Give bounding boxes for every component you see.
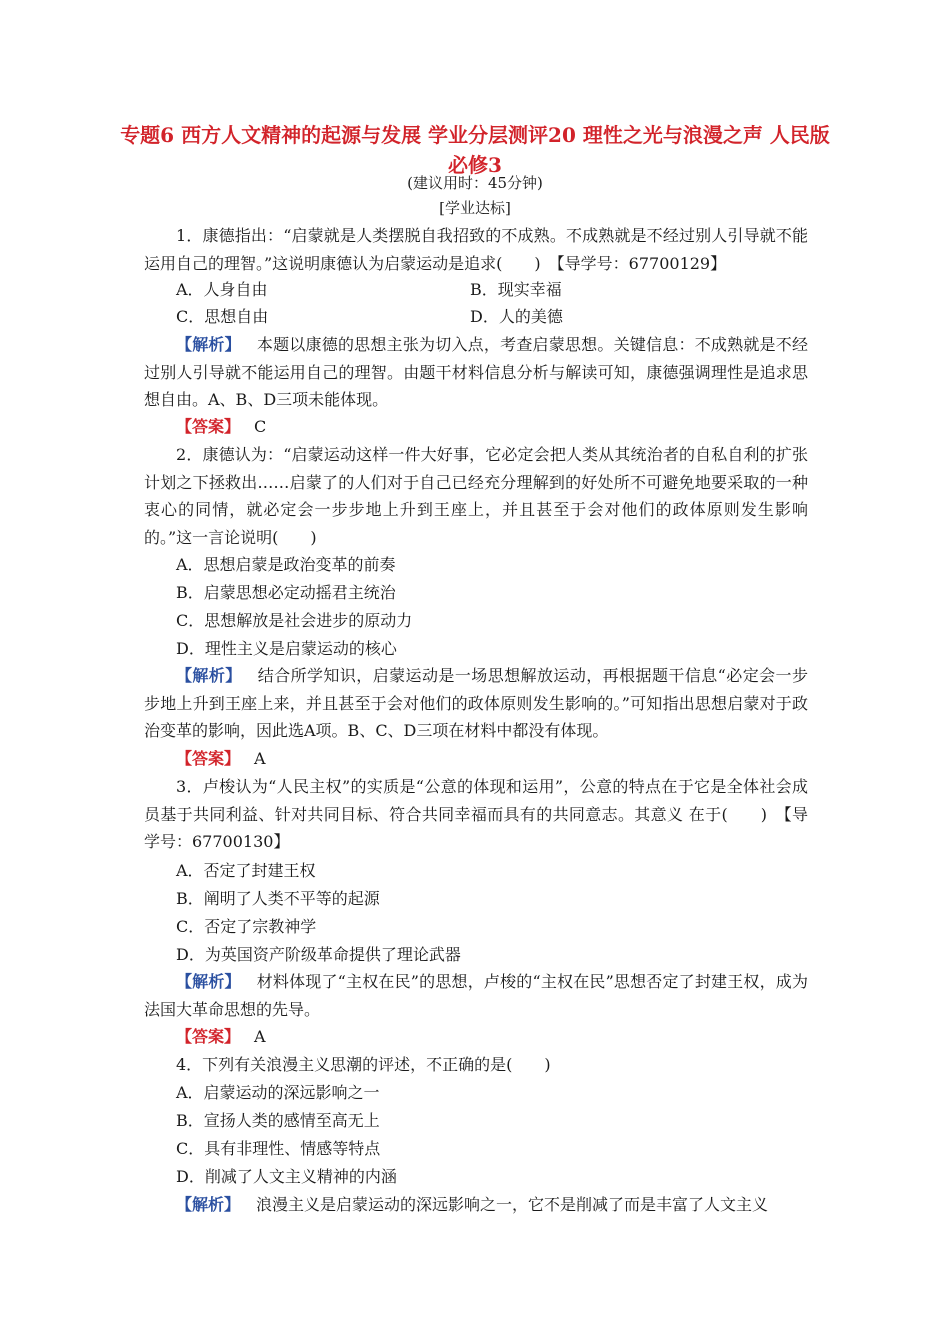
document-title: 专题6 西方人文精神的起源与发展 学业分层测评20 理性之光与浪漫之声 人民版必修3	[120, 123, 830, 177]
question-3-answer-value: A	[254, 1027, 266, 1046]
time-note: (建议用时：45分钟)	[407, 174, 543, 192]
question-2-option-d: D．理性主义是启蒙运动的核心	[176, 639, 397, 658]
question-1-option-b: B．现实幸福	[470, 280, 562, 299]
question-4-option-b: B．宣扬人类的感情至高无上	[176, 1111, 380, 1130]
question-1-answer-value: C	[254, 417, 267, 436]
question-3-option-b: B．阐明了人类不平等的起源	[176, 889, 380, 908]
question-2-answer	[144, 745, 808, 773]
analysis-tag: 【解析】	[176, 335, 241, 354]
answer-tag: 【答案】	[176, 1027, 241, 1046]
answer-tag: 【答案】	[176, 417, 241, 436]
question-4-analysis	[144, 1191, 808, 1219]
question-1-answer	[144, 413, 808, 441]
analysis-tag: 【解析】	[176, 972, 241, 991]
question-4-option-a: A．启蒙运动的深远影响之一	[176, 1083, 380, 1102]
question-1-analysis-text: 本题以康德的思想主张为切入点，考查启蒙思想。关键信息：不成熟就是不经过别人引导就不能运用自己的理智。由题干材料信息分析与解读可知，康德强调理性是追求思想自由。A、B、D三项未能体现。	[144, 335, 808, 409]
question-2-option-b: B．启蒙思想必定动摇君主统治	[176, 583, 396, 602]
question-3-option-d: D．为英国资产阶级革命提供了理论武器	[176, 945, 461, 964]
question-2-analysis	[144, 662, 808, 745]
analysis-tag: 【解析】	[176, 1195, 241, 1214]
question-4-option-c: C．具有非理性、情感等特点	[176, 1139, 381, 1158]
question-2-option-a: A．思想启蒙是政治变革的前奏	[176, 555, 396, 574]
question-2-analysis-text: 结合所学知识，启蒙运动是一场思想解放运动，再根据题干信息“必定会一步步地上升到王座上来，并且甚至于会对他们的政体原则发生影响的。”可知指出思想启蒙对于政治变革的影响，因此选A项。B、C、D三项在材料中都没有体现。	[144, 666, 808, 740]
question-3-analysis	[144, 968, 808, 1023]
question-4-analysis-text: 浪漫主义是启蒙运动的深远影响之一，它不是削减了而是丰富了人文主义	[256, 1195, 769, 1214]
question-3-answer	[144, 1023, 808, 1051]
question-3-stem: 3．卢梭认为“人民主权”的实质是“公意的体现和运用”，公意的特点在于它是全体社会成员基于共同利益、针对共同目标、符合共同幸福而具有的共同意志。其意义 在于( ) 【导学号：67700130】	[144, 777, 808, 851]
question-1-option-a: A．人身自由	[176, 280, 268, 299]
question-3-analysis-text: 材料体现了“主权在民”的思想，卢梭的“主权在民”思想否定了封建王权，成为法国大革命思想的先导。	[144, 972, 808, 1019]
question-4-option-d: D．削减了人文主义精神的内涵	[176, 1167, 397, 1186]
question-2-stem: 2．康德认为：“启蒙运动这样一件大好事，它必定会把人类从其统治者的自私自利的扩张计划之下拯救出……启蒙了的人们对于自己已经充分理解到的好处所不可避免地要采取的一种衷心的同情，就必定会一步步地上升到王座上，并且甚至于会对他们的政体原则发生影响的。”这一言论说明( )	[144, 445, 808, 547]
question-3-option-c: C．否定了宗教神学	[176, 917, 317, 936]
answer-tag: 【答案】	[176, 749, 241, 768]
question-1-option-c: C．思想自由	[176, 307, 269, 326]
question-1-stem: 1．康德指出：“启蒙就是人类摆脱自我招致的不成熟。不成熟就是不经过别人引导就不能运用自己的理智。”这说明康德认为启蒙运动是追求( ) 【导学号：67700129】	[144, 226, 808, 273]
question-2-option-c: C．思想解放是社会进步的原动力	[176, 611, 413, 630]
question-3-option-a: A．否定了封建王权	[176, 861, 316, 880]
question-2-answer-value: A	[254, 749, 266, 768]
question-4-stem: 4．下列有关浪漫主义思潮的评述，不正确的是( )	[176, 1055, 551, 1074]
analysis-tag: 【解析】	[176, 666, 242, 685]
question-1-option-d: D．人的美德	[470, 307, 563, 326]
question-1-analysis	[144, 331, 808, 414]
section-heading: [学业达标]	[439, 199, 511, 217]
